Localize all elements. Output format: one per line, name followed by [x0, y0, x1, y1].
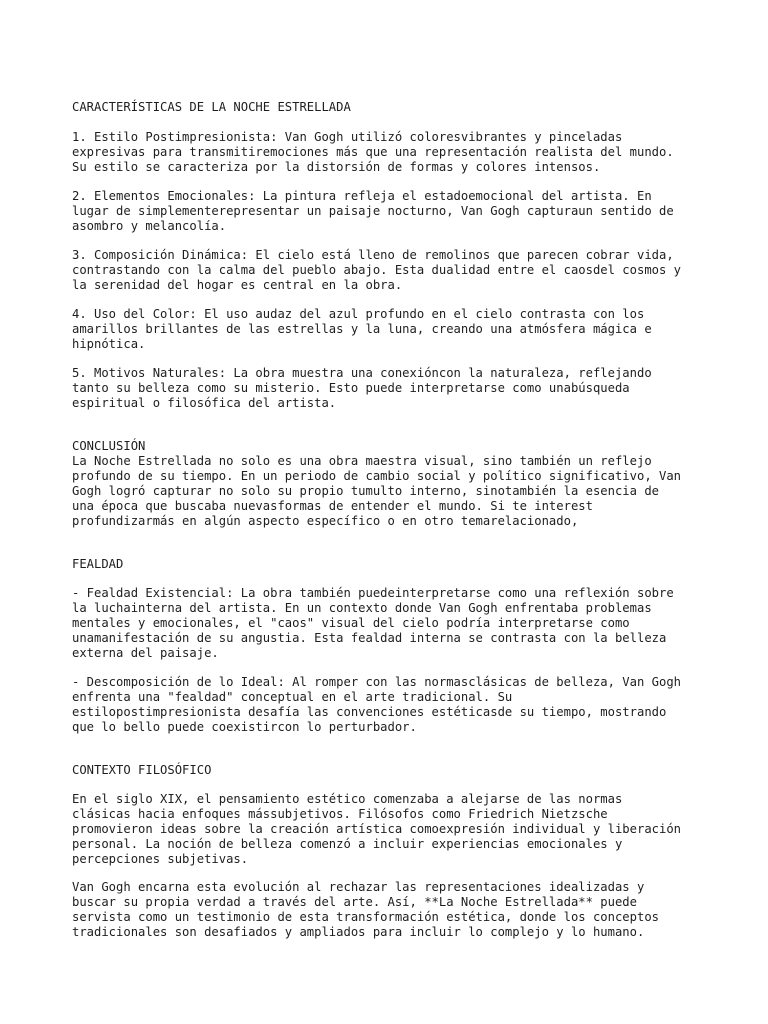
paragraph-item-5: 5. Motivos Naturales: La obra muestra una conexióncon la naturaleza, reflejando tanto su belleza como su misterio. Esto puede interpretarse como unabúsqueda espiritual o filosófica del artista. [72, 366, 652, 410]
heading-fealdad: FEALDAD [72, 557, 124, 571]
paragraph-item-1: 1. Estilo Postimpresionista: Van Gogh utilizó coloresvibrantes y pinceladas expresivas para transmitiremociones más que una representación realista del mundo. Su estilo se caracteriza por la distorsión de formas y colores intensos. [72, 130, 674, 174]
heading-caracteristicas: CARACTERÍSTICAS DE LA NOCHE ESTRELLADA [72, 100, 351, 114]
paragraph-fealdad-2: - Descomposición de lo Ideal: Al romper con las normasclásicas de belleza, Van Gogh enfrenta una "fealdad" conceptual en el arte tradicional. Su estilopostimpresionista desafía las convenciones estéticasde su tiempo, mostrando que lo bello puede coexistircon lo perturbador. [72, 675, 682, 734]
heading-conclusion: CONCLUSIÓN [72, 439, 146, 453]
paragraph-fealdad-1: - Fealdad Existencial: La obra también puedeinterpretarse como una reflexión sobre la luchainterna del artista. En un contexto donde Van Gogh enfrentaba problemas mentales y emocionales, el "caos" visual del cielo podría interpretarse como unamanifestación de su angustia. Esta fealdad interna se contrasta con la belleza externa del paisaje. [72, 586, 674, 660]
paragraph-item-3: 3. Composición Dinámica: El cielo está lleno de remolinos que parecen cobrar vida, contrastando con la calma del pueblo abajo. Esta dualidad entre el caosdel cosmos y la serenidad del hogar es central en la obra. [72, 248, 682, 292]
paragraph-contexto-1: En el siglo XIX, el pensamiento estético comenzaba a alejarse de las normas clásicas hacia enfoques mássubjetivos. Filósofos como Friedrich Nietzsche promovieron ideas sobre la creación artística comoexpresión individual y liberación personal. La noción de belleza comenzó a incluir experiencias emocionales y percepciones subjetivas. [72, 792, 682, 866]
paragraph-item-2: 2. Elementos Emocionales: La pintura refleja el estadoemocional del artista. En lugar de simplementerepresentar un paisaje nocturno, Van Gogh capturaun sentido de asombro y melancolía. [72, 189, 674, 233]
paragraph-conclusion: La Noche Estrellada no solo es una obra maestra visual, sino también un reflejo profundo de su tiempo. En un periodo de cambio social y político significativo, Van Gogh logró capturar no solo su propio tumulto interno, sinotambién la esencia de una época que buscaba nuevasformas de entender el mundo. Si te interest profundizarmás en algún aspecto específico o en otro temarelacionado, [72, 454, 682, 528]
paragraph-item-4: 4. Uso del Color: El uso audaz del azul profundo en el cielo contrasta con los amarillos brillantes de las estrellas y la luna, creando una atmósfera mágica e hipnótica. [72, 307, 652, 351]
heading-contexto-filosofico: CONTEXTO FILOSÓFICO [72, 763, 212, 777]
paragraph-contexto-2: Van Gogh encarna esta evolución al rechazar las representaciones idealizadas y buscar su propia verdad a través del arte. Así, **La Noche Estrellada** puede servista como un testimonio de esta transformación estética, donde los conceptos tradicionales son desafiados y ampliados para incluir lo complejo y lo humano. [72, 880, 659, 939]
